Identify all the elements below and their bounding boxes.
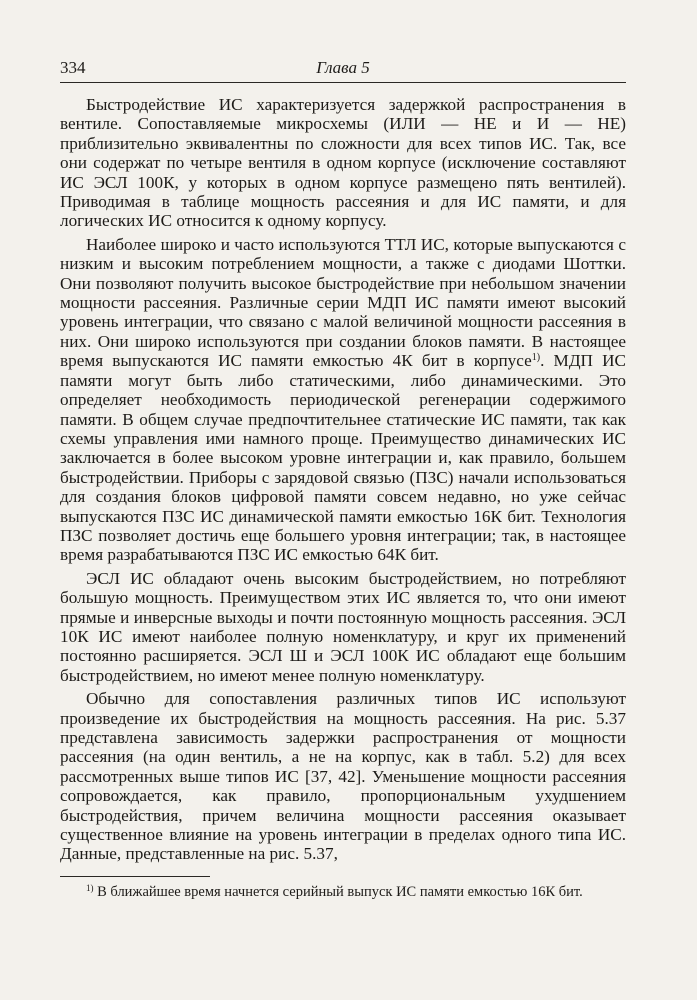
page-number: 334 [60,58,86,77]
footnote [60,883,626,901]
document-page [60,58,626,901]
paragraph-text: Быстродействие ИС характеризуется задержкой распространения в вентиле. Сопоставляемые микросхемы (ИЛИ — НЕ и И — НЕ) приблизительно эквивалентны по сложности для всех типов ИС. Так, все они содержат по четыре вентиля в одном корпусе (исключение составляют ИС ЭСЛ 100К, у которых в одном корпусе размещено пять вентилей). Приводимая в таблице мощность рассеяния и для ИС памяти, и для логических ИС относится к одному корпусу. [60,95,626,231]
paragraph [60,95,626,231]
paragraph-text: Обычно для сопоставления различных типов ИС используют произведение их быстродействия на мощность рассеяния. На рис. 5.37 представлена зависимость задержки распространения от мощности рассеяния (на один вентиль, а не на корпус, как в табл. 5.2) для всех рассмотренных выше типов ИС [37, 42]. Уменьшение мощности рассеяния сопровождается, как правило, пропорциональным ухудшением быстродействия, причем величина мощности рассеяния оказывает существенное влияние на уровень интеграции в пределах одного типа ИС. Данные, представленные на рис. 5.37, [60,689,626,864]
paragraph-text: ЭСЛ ИС обладают очень высоким быстродействием, но потребляют большую мощность. Преимуществом этих ИС является то, что они имеют прямые и инверсные выходы и почти постоянную мощность рассеяния. ЭСЛ 10К ИС имеют наиболее полную номенклатуру, и круг их применений постоянно расширяется. ЭСЛ Ш и ЭСЛ 100К ИС обладают еще большим быстродействием, но имеют менее полную номенклатуру. [60,568,626,685]
footnote-text: В ближайшее время начнется серийный выпуск ИС памяти емкостью 16К бит. [93,883,583,900]
paragraph: Наиболее широко и часто используются ТТЛ ИС, которые выпускаются с низким и высоким потреблением мощности, а также с диодами Шоттки. Они позволяют получить высокое быстродействие при небольшом значении мощности рассеяния. Различные серии МДП ИС памяти имеют высокий уровень интеграции, что связано с малой величиной мощности рассеяния в них. Они широко используются при создании блоков памяти. В настоящее время выпускаются ИС памяти емкостью 4К бит в корпусе$^{1)}$. МДП ИС памяти могут быть либо статическими, либо динамическими. Это определяет необходимость периодической регенерации содержимого памяти. В общем случае предпочтительнее статические ИС памяти, так как схемы управления ими намного проще. Преимущество динамических ИС заключается в более высоком уровне интеграции и, как правило, большем быстродействии. Приборы с зарядовой связью (ПЗС) начали использоваться для создания блоков цифровой памяти совсем недавно, но уже сейчас выпускаются ПЗС ИС динамической памяти емкостью 16К бит. Технология ПЗС позволяет достичь еще большего уровня интеграции; так, в настоящее время разрабатываются ПЗС ИС емкостью 64К бит. [60,234,627,565]
body-text [60,95,626,864]
footnote-marker: 1) [86,882,94,893]
paragraph [60,689,626,864]
paragraph-continuation: МДП ИС памяти могут быть либо статическими, либо динамическими. Это определяет необходимость периодической регенерации содержимого памяти. В общем случае предпочтительнее статические ИС памяти, так как схемы управления ими намного проще. Преимущество динамических ИС заключается в более высоком уровне интеграции и, как правило, большем быстродействии. Приборы с зарядовой связью (ПЗС) начали использоваться для создания блоков цифровой памяти совсем недавно, но уже сейчас выпускаются ПЗС ИС динамической памяти емкостью 16К бит. Технология ПЗС позволяет достичь еще большего уровня интеграции; так, в настоящее время разрабатываются ПЗС ИС емкостью 64К бит. [60,351,627,565]
paragraph [60,569,626,685]
footnote-reference: 1) [531,352,541,364]
page-header [60,58,626,83]
footnote-divider [60,876,210,877]
paragraph-text: Наиболее широко и часто используются ТТЛ ИС, которые выпускаются с низким и высоким потреблением мощности, а также с диодами Шоттки. Они позволяют получить высокое быстродействие при небольшом значении мощности рассеяния. Различные серии МДП ИС памяти имеют высокий уровень интеграции, что связано с малой величиной мощности рассеяния в них. Они широко используются при создании блоков памяти. В настоящее время выпускаются ИС памяти емкостью 4К бит в корпусе [60,234,626,371]
running-title: Глава 5 [316,58,370,77]
